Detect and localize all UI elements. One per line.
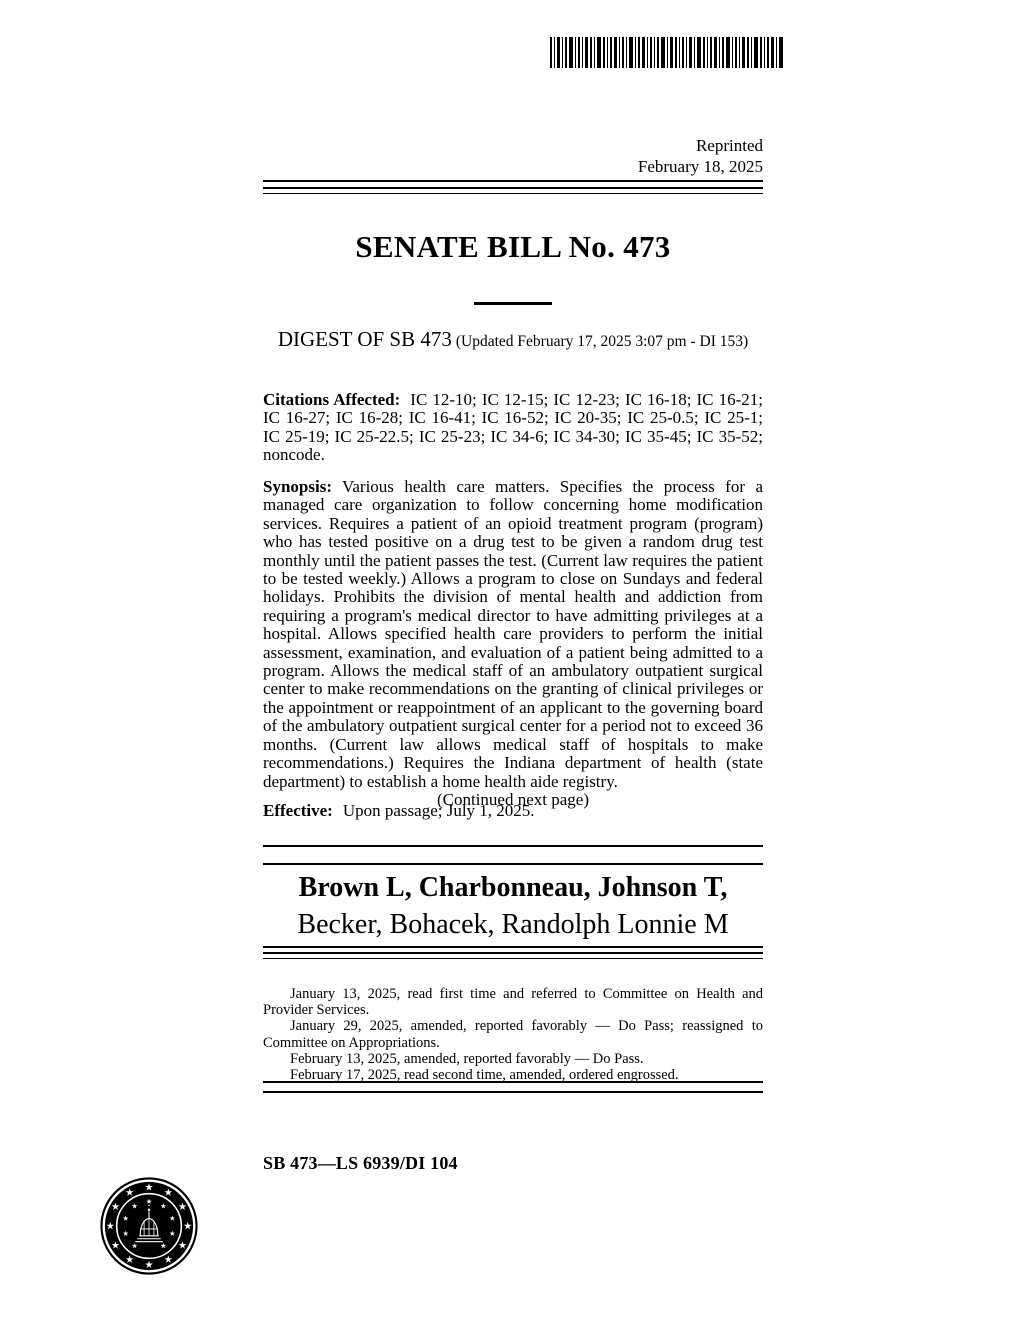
history-entry: February 17, 2025, read second time, amended, ordered engrossed. — [290, 1067, 679, 1084]
header-double-rule — [263, 187, 763, 194]
authors-block — [263, 869, 763, 948]
effective-label: Effective: — [263, 801, 333, 820]
reprinted-label: Reprinted — [695, 136, 763, 155]
effective-line — [263, 802, 763, 820]
citations-paragraph — [263, 391, 763, 465]
authors-separator-top-2 — [263, 863, 763, 865]
authors-line-1: Brown L, Charbonneau, Johnson T, — [298, 872, 728, 903]
citations-label: Citations Affected: — [263, 390, 401, 409]
bill-history — [263, 986, 763, 1083]
synopsis-text: Various health care matters. Specifies the process for a managed care organization to follow concerning home modification services. Requires a patient of an opioid treatment program (program) who has tested positive on a drug test to be given a random drug test monthly until the patient passes the test. (Current law requires the patient to be tested weekly.) Allows a program to close on Sundays and federal holidays. Prohibits the division of mental health and addiction from requiring a program's medical director to have admitting privileges at a hospital. Allows specified health care providers to perform the initial assessment, examination, and evaluation of a patient being admitted to a program. Allows the medical staff of an ambulatory outpatient surgical center to make recommendations on the granting of clinical privileges or the appointment or reappointment of an applicant to the governing board of the ambulatory outpatient surgical center for a period not to exceed 36 months. (Current law allows medical staff of hospitals to make recommendations.) Requires the Indiana department of health (state department) to establish a home health aide registry. — [263, 477, 763, 791]
synopsis-continued-note: (Continued next page) — [436, 789, 589, 809]
digest-updated-note: (Updated February 17, 2025 3:07 pm - DI 153) — [455, 333, 749, 350]
reprint-header — [263, 135, 763, 182]
history-entry: February 13, 2025, amended, reported favorably — Do Pass. — [290, 1050, 644, 1067]
history-entry: January 29, 2025, amended, reported favorably — Do Pass; reassigned to Committee on Appropriations. — [263, 1018, 763, 1051]
synopsis-label: Synopsis: — [263, 477, 332, 496]
history-entry: January 13, 2025, read first time and referred to Committee on Health and Provider Services. — [263, 986, 763, 1019]
bill-document-id: SB 473—LS 6939/DI 104 — [263, 1153, 458, 1173]
title-divider-rule — [474, 302, 552, 305]
page-title: SENATE BILL No. 473 — [355, 229, 671, 264]
reprint-date: February 18, 2025 — [637, 157, 763, 176]
digest-heading-line — [263, 327, 763, 352]
synopsis-paragraph — [263, 478, 763, 809]
indiana-general-assembly-seal — [100, 1177, 198, 1275]
authors-line-2: Becker, Bohacek, Randolph Lonnie M — [263, 906, 763, 948]
authors-separator-top-1 — [263, 845, 763, 847]
citations-text: IC 12-10; IC 12-15; IC 12-23; IC 16-18; IC 16-21; IC 16-27; IC 16-28; IC 16-41; IC 16-52; IC 20-35; IC 25-0.5; IC 25-1; IC 25-19; IC 25-22.5; IC 25-23; IC 34-6; IC 34-30; IC 35-45; IC 35-52; noncode. — [263, 390, 763, 465]
barcode — [550, 37, 783, 68]
effective-text: Upon passage; July 1, 2025. — [342, 801, 535, 820]
footer-double-rule — [263, 1081, 763, 1093]
authors-double-rule — [263, 952, 763, 959]
digest-heading: DIGEST OF SB 473 — [277, 327, 452, 351]
